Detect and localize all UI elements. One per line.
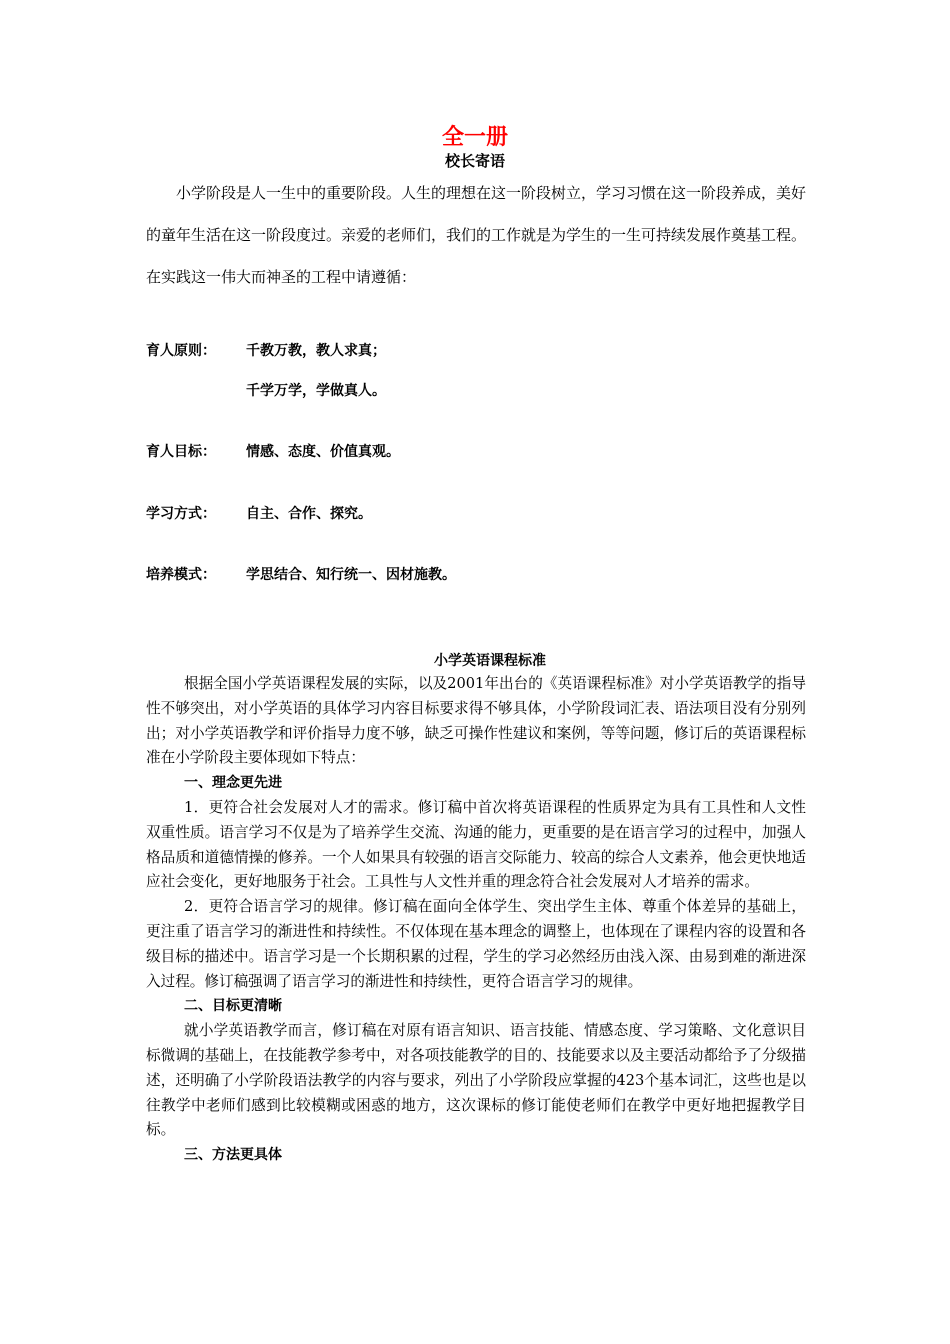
principle-label: 育人原则：: [146, 343, 216, 359]
document-title: 全一册: [441, 125, 508, 150]
section-body: [146, 672, 806, 1168]
heading-concept: 一、理念更先进: [184, 775, 282, 792]
principle-label: 学习方式：: [146, 506, 216, 522]
principle-value: 学思结合、知行统一、因材施教。: [246, 567, 456, 583]
principle-label: 培养模式：: [146, 567, 216, 583]
intro-paragraph: 小学阶段是人一生中的重要阶段。人生的理想在这一阶段树立，学习习惯在这一阶段养成，美好的童年生活在这一阶段度过。亲爱的老师们，我们的工作就是为学生的一生可持续发展作奠基工程。在实践这一伟大而神圣的工程中请遵循：: [146, 184, 807, 286]
heading-goals: 二、目标更清晰: [184, 998, 282, 1015]
principle-label: 育人目标：: [146, 444, 216, 460]
principle-value: 千学万学，学做真人。: [246, 383, 386, 399]
heading-methods: 三、方法更具体: [184, 1147, 282, 1164]
principle-value: 千教万教，教人求真；: [246, 343, 386, 359]
principle-value: 情感、态度、价值真观。: [246, 444, 400, 460]
section-title: 小学英语课程标准: [434, 653, 546, 669]
principle-value: 自主、合作、探究。: [246, 506, 372, 522]
section-intro-paragraph: 根据全国小学英语课程发展的实际，以及2001年出台的《英语课程标准》对小学英语教学的指导性不够突出，对小学英语的具体学习内容目标要求得不够具体，小学阶段词汇表、语法项目没有分别列出；对小学英语教学和评价指导力度不够，缺乏可操作性建议和案例，等等问题，修订后的英语课程标准在小学阶段主要体现如下特点：: [146, 675, 806, 767]
paragraph-2: 2．更符合语言学习的规律。修订稿在面向全体学生、突出学生主体、尊重个体差异的基础上，更注重了语言学习的渐进性和持续性。不仅体现在基本理念的调整上，也体现在了课程内容的设置和各级目标的描述中。语言学习是一个长期积累的过程，学生的学习必然经历由浅入深、由易到难的渐进深入过程。修订稿强调了语言学习的渐进性和持续性，更符合语言学习的规律。: [146, 898, 806, 990]
paragraph-1: 1．更符合社会发展对人才的需求。修订稿中首次将英语课程的性质界定为具有工具性和人文性双重性质。语言学习不仅是为了培养学生交流、沟通的能力，更重要的是在语言学习的过程中，加强人格品质和道德情操的修养。一个人如果具有较强的语言交际能力、较高的综合人文素养，他会更快地适应社会变化，更好地服务于社会。工具性与人文性并重的理念符合社会发展对人才培养的需求。: [146, 798, 806, 891]
paragraph-3: 就小学英语教学而言，修订稿在对原有语言知识、语言技能、情感态度、学习策略、文化意识目标微调的基础上，在技能教学参考中，对各项技能教学的目的、技能要求以及主要活动都给予了分级描述，还明确了小学阶段语法教学的内容与要求，列出了小学阶段应掌握的423个基本词汇，这些也是以往教学中老师们感到比较模糊或困惑的地方，这次课标的修订能使老师们在教学中更好地把握教学目标。: [146, 1022, 806, 1139]
principal-message-title: 校长寄语: [444, 152, 505, 170]
